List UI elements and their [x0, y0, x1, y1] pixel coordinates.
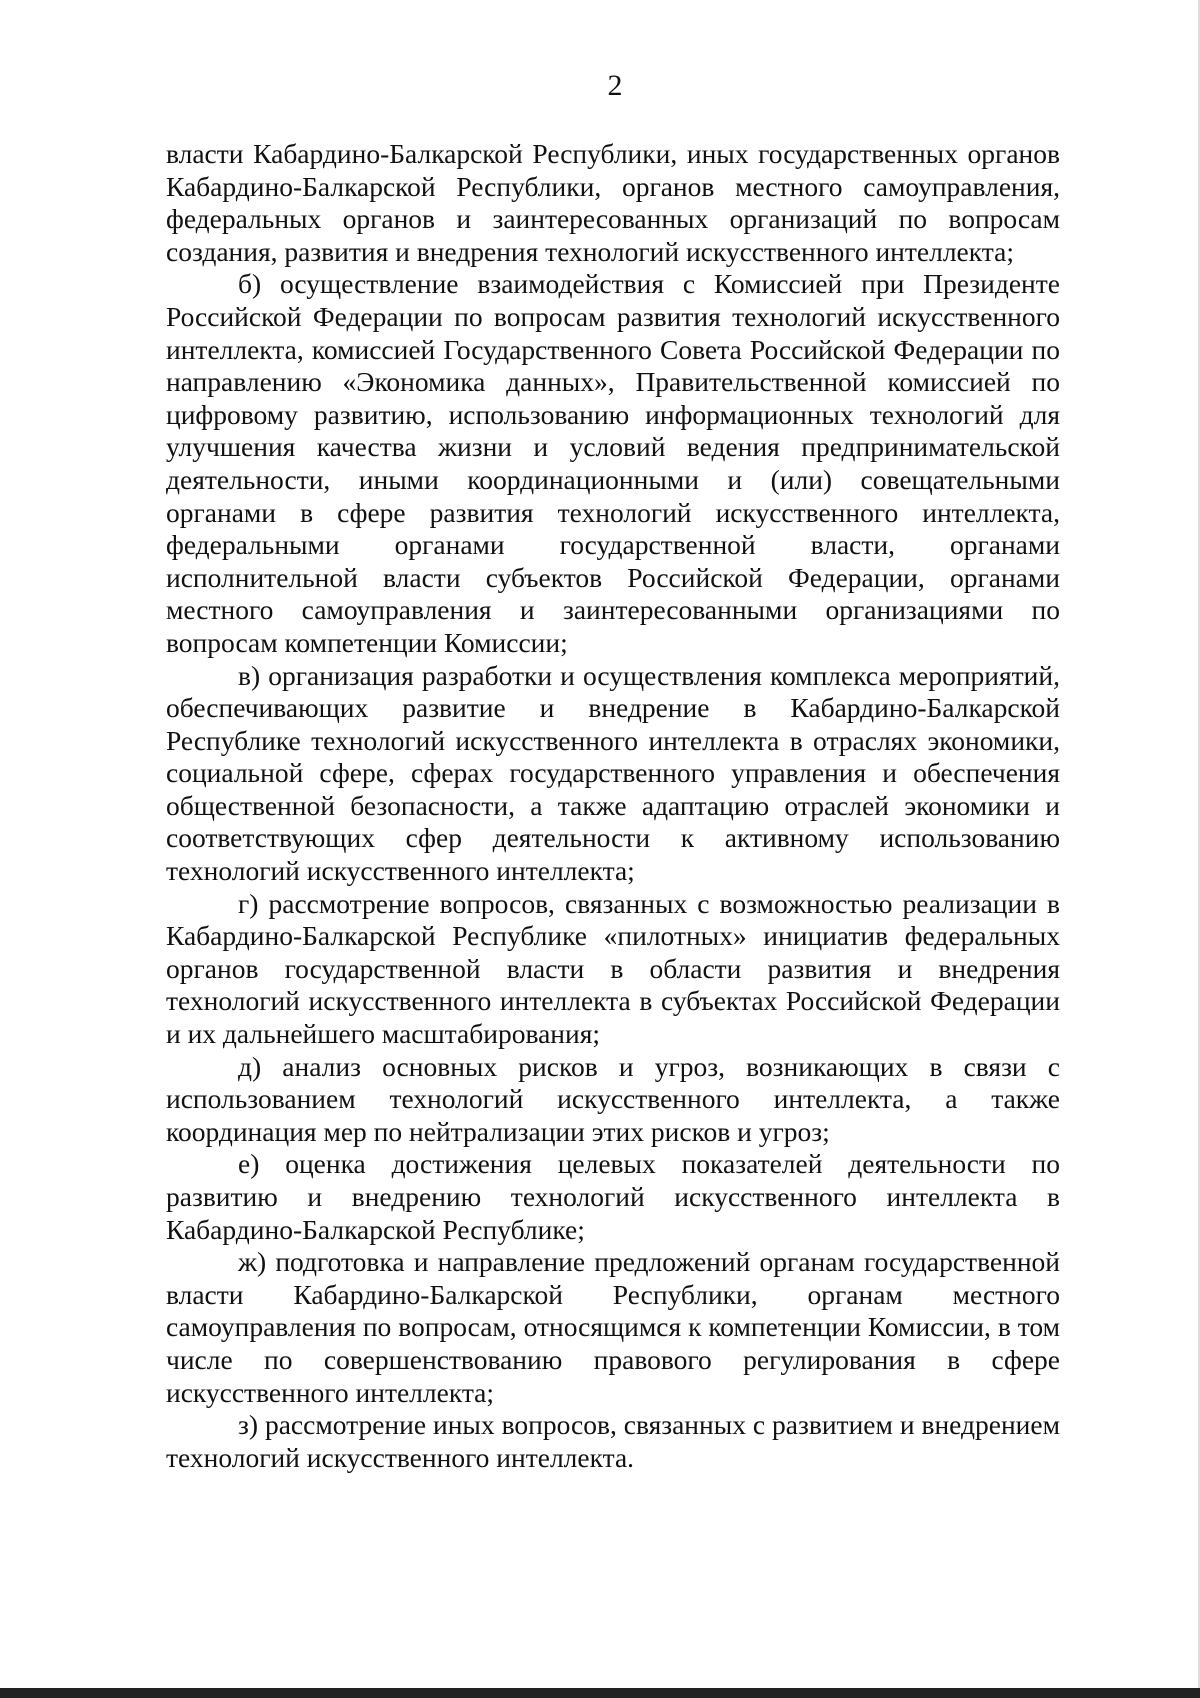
list-item-zh: ж) подготовка и направление предложений органам государственной власти Кабардино-Балкарской Республики, органам местного самоуправления по вопросам, относящимся к компетенции Комиссии, в том числе по совершенствованию правового регулирования в сфере искусственного интеллекта;: [166, 1246, 1060, 1408]
scan-bottom-bar: [0, 1688, 1200, 1698]
page-number: 2: [607, 69, 623, 102]
list-item-d: д) анализ основных рисков и угроз, возникающих в связи с использованием технологий искусственного интеллекта, а также координация мер по нейтрализации этих рисков и угроз;: [166, 1050, 1060, 1147]
list-item-g: г) рассмотрение вопросов, связанных с возможностью реализации в Кабардино-Балкарской Республике «пилотных» инициатив федеральных органов государственной власти в области развития и внедрения технологий искусственного интеллекта в субъектах Российской Федерации и их дальнейшего масштабирования;: [166, 887, 1060, 1050]
list-item-e: е) оценка достижения целевых показателей деятельности по развитию и внедрению технологий искусственного интеллекта в Кабардино-Балкарской Республике;: [166, 1148, 1060, 1245]
list-item-z: з) рассмотрение иных вопросов, связанных с развитием и внедрением технологий искусственного интеллекта.: [166, 1409, 1060, 1473]
document-body: [166, 138, 1060, 1474]
list-item-v: в) организация разработки и осуществления комплекса мероприятий, обеспечивающих развитие и внедрение в Кабардино-Балкарской Республике технологий искусственного интеллекта в отраслях экономики, социальной сфере, сферах государственного управления и обеспечения общественной безопасности, а также адаптацию отраслей экономики и соответствующих сфер деятельности к активному использованию технологий искусственного интеллекта;: [166, 659, 1060, 887]
paragraph-continuation: власти Кабардино-Балкарской Республики, иных государственных органов Кабардино-Балкарской Республики, органов местного самоуправления, федеральных органов и заинтересованных организаций по вопросам создания, развития и внедрения технологий искусственного интеллекта;: [166, 138, 1060, 267]
list-item-b: б) осуществление взаимодействия с Комиссией при Президенте Российской Федерации по вопросам развития технологий искусственного интеллекта, комиссией Государственного Совета Российской Федерации по направлению «Экономика данных», Правительственной комиссией по цифровому развитию, использованию информационных технологий для улучшения качества жизни и условий ведения предпринимательской деятельности, иными координационными и (или) совещательными органами в сфере развития технологий искусственного интеллекта, федеральными органами государственной власти, органами исполнительной власти субъектов Российской Федерации, органами местного самоуправления и заинтересованными организациями по вопросам компетенции Комиссии;: [166, 268, 1060, 658]
